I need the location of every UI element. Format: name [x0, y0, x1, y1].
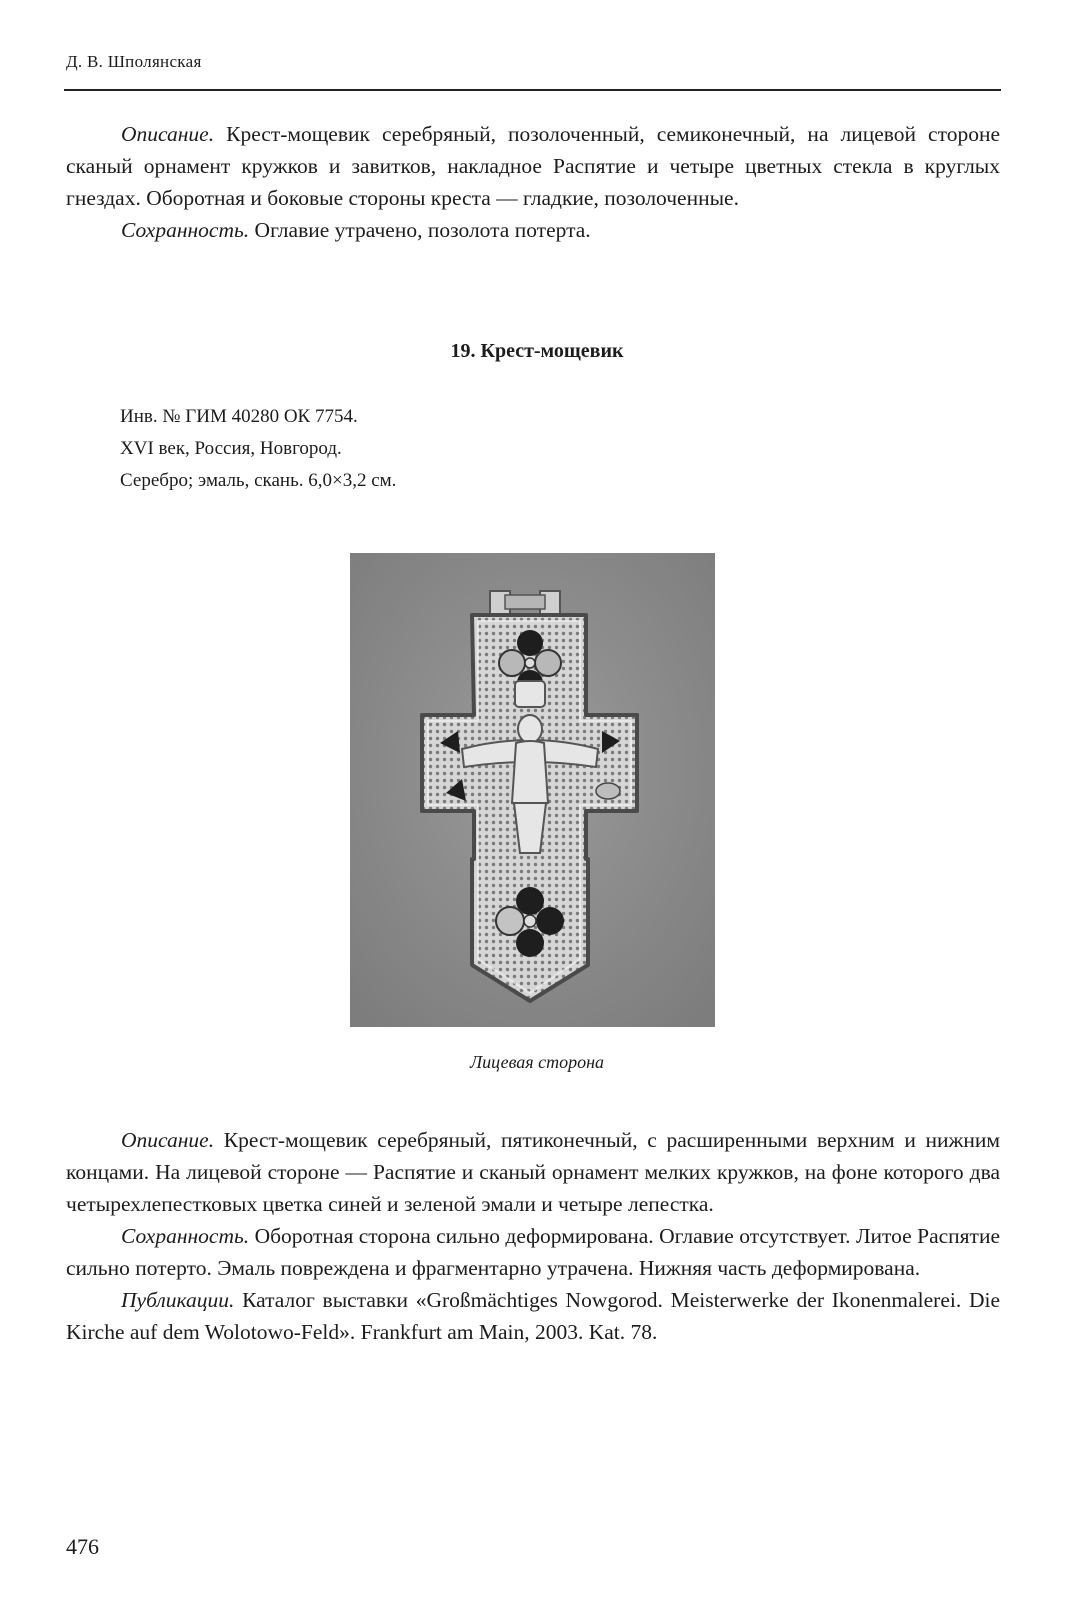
- publications-label: Публикации.: [121, 1288, 235, 1312]
- condition-label: Сохранность.: [121, 218, 250, 242]
- entry-meta: [120, 401, 396, 497]
- inventory-number: Инв. № ГИМ 40280 ОК 7754.: [120, 406, 358, 427]
- condition-text: Оборотная сторона сильно деформирована. Оглавие отсутствует. Литое Распятие сильно потерто. Эмаль повреждена и фрагментарно утрачена. Нижняя часть деформирована.: [66, 1224, 1000, 1280]
- date-origin: XVI век, Россия, Новгород.: [120, 438, 342, 459]
- description-label: Описание.: [121, 122, 215, 146]
- description-text: Крест-мощевик серебряный, пятиконечный, с расширенными верхним и нижним концами. На лицевой стороне — Распятие и сканый орнамент мелких кружков, на фоне которого два четырехлепестковых цветка синей и зеленой эмали и четыре лепестка.: [66, 1128, 1000, 1216]
- material-dimensions: Серебро; эмаль, скань. 6,0×3,2 см.: [120, 470, 397, 491]
- description-label: Описание.: [121, 1128, 215, 1152]
- entry-18-text: [66, 118, 1000, 246]
- entry-19-description: [66, 1124, 1000, 1220]
- entry-19-condition: [66, 1220, 1000, 1284]
- entry-18-description: [66, 118, 1000, 214]
- condition-text: Оглавие утрачено, позолота потерта.: [249, 218, 591, 242]
- page-number: 476: [66, 1534, 99, 1559]
- running-head: Д. В. Шполянская: [66, 52, 202, 71]
- entry-18-condition: [66, 214, 1000, 246]
- cross-photo: [350, 553, 715, 1027]
- entry-19-publications: [66, 1284, 1000, 1348]
- condition-label: Сохранность.: [121, 1224, 250, 1248]
- reliquary-cross-image: [350, 553, 715, 1027]
- publications-text: Каталог выставки «Großmächtiges Nowgorod. Meisterwerke der Ikonenmalerei. Die Kirche auf dem Wolotowo-Feld». Frankfurt am Main, 2003. Kat. 78.: [66, 1288, 1000, 1344]
- description-text: Крест-мощевик серебряный, позолоченный, семиконечный, на лицевой стороне сканый орнамент кружков и завитков, накладное Распятие и четыре цветных стекла в круглых гнездах. Оборотная и боковые стороны креста — гладкие, позолоченные.: [66, 122, 1000, 210]
- entry-title: 19. Крест-мощевик: [450, 340, 624, 362]
- entry-19-text: [66, 1124, 1000, 1348]
- header-rule: [64, 89, 1001, 91]
- photo-caption: Лицевая сторона: [469, 1052, 605, 1072]
